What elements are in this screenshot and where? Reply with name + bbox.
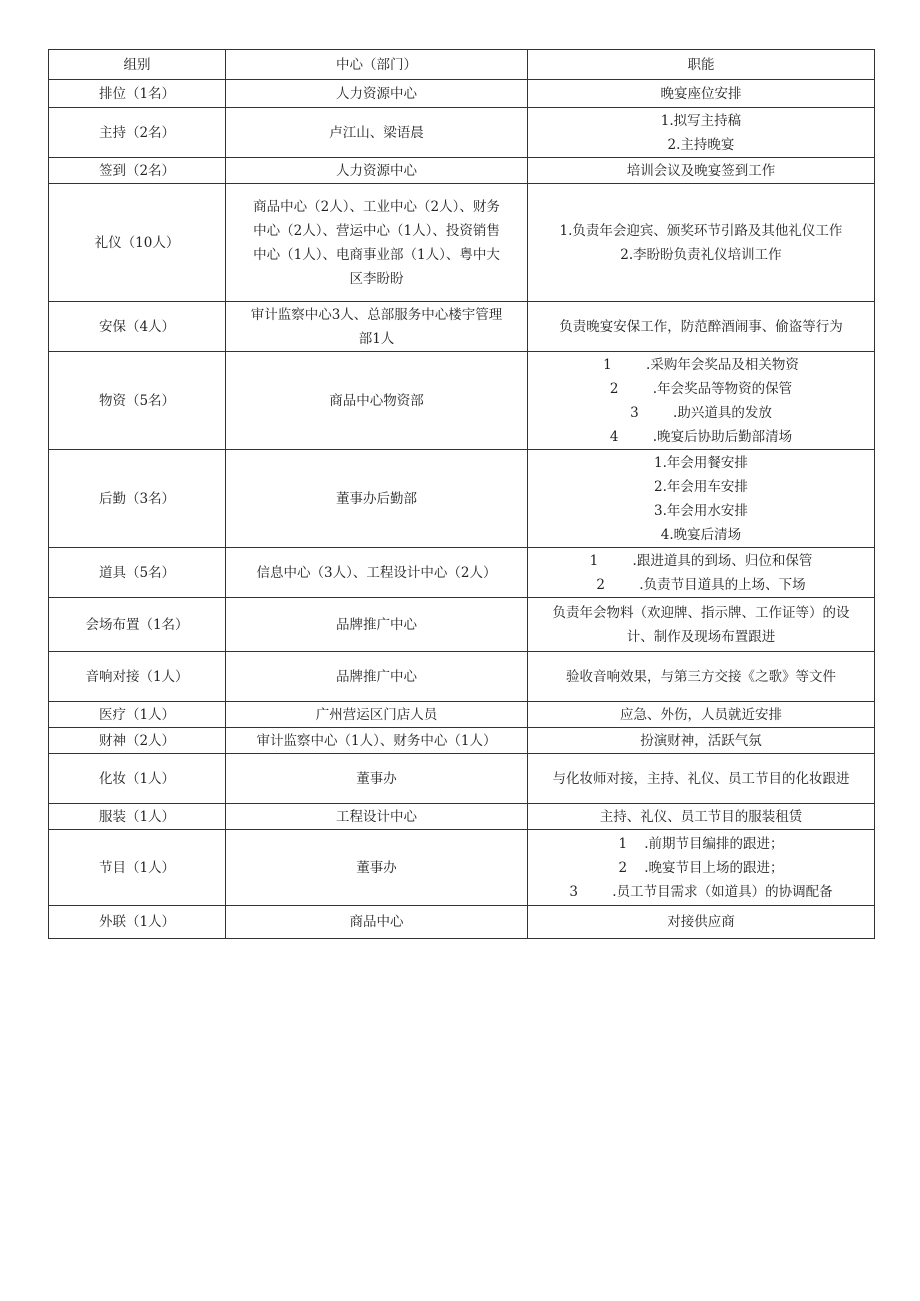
duties-cell bbox=[528, 450, 875, 548]
duty-line: 2.年会用车安排 bbox=[654, 478, 748, 495]
duties-cell bbox=[528, 702, 875, 728]
center-line: 审计监察中心3人、总部服务中心楼宇管理 bbox=[250, 306, 503, 323]
duty-line: 培训会议及晚宴签到工作 bbox=[626, 162, 776, 179]
center-cell bbox=[226, 598, 528, 652]
center-cell bbox=[226, 702, 528, 728]
duty-line: 2 .年会奖品等物资的保管 bbox=[609, 380, 793, 397]
table-row bbox=[49, 352, 875, 450]
center-line: 董事办 bbox=[356, 770, 397, 787]
center-line: 董事办后勤部 bbox=[336, 490, 417, 507]
center-line: 商品中心物资部 bbox=[329, 392, 424, 409]
center-cell bbox=[226, 728, 528, 754]
table-row bbox=[49, 906, 875, 939]
duties-cell bbox=[528, 184, 875, 302]
table-row bbox=[49, 184, 875, 302]
table-row bbox=[49, 80, 875, 108]
header-group: 组别 bbox=[49, 50, 226, 80]
center-line: 广州营运区门店人员 bbox=[315, 706, 438, 723]
table-row bbox=[49, 108, 875, 158]
group-cell: 主持（2名） bbox=[49, 108, 226, 158]
table-row bbox=[49, 302, 875, 352]
duty-line: 1.年会用餐安排 bbox=[654, 454, 748, 471]
duty-line: 1 .跟进道具的到场、归位和保管 bbox=[589, 552, 813, 569]
duty-line: 1.拟写主持稿 bbox=[660, 112, 742, 129]
group-cell: 道具（5名） bbox=[49, 548, 226, 598]
center-line: 审计监察中心（1人）、财务中心（1人） bbox=[256, 732, 497, 749]
center-cell bbox=[226, 80, 528, 108]
header-center: 中心（部门） bbox=[226, 50, 528, 80]
duty-line: 3 .助兴道具的发放 bbox=[630, 404, 772, 421]
center-cell bbox=[226, 450, 528, 548]
center-cell bbox=[226, 184, 528, 302]
duty-line: 4.晚宴后清场 bbox=[660, 526, 742, 543]
duty-line: 2 .晚宴节目上场的跟进； bbox=[618, 859, 784, 876]
duties-cell bbox=[528, 80, 875, 108]
table-row bbox=[49, 804, 875, 830]
duty-line: 扮演财神，活跃气氛 bbox=[640, 732, 762, 749]
duty-line: 负责晚宴安保工作，防范醉酒闹事、偷盗等行为 bbox=[559, 318, 843, 335]
header-duties: 职能 bbox=[528, 50, 875, 80]
duties-cell bbox=[528, 652, 875, 702]
table-row bbox=[49, 702, 875, 728]
duty-line: 主持、礼仪、员工节目的服装租赁 bbox=[599, 808, 803, 825]
center-line: 工程设计中心 bbox=[336, 808, 417, 825]
center-cell bbox=[226, 830, 528, 906]
duties-cell bbox=[528, 302, 875, 352]
table-row bbox=[49, 598, 875, 652]
center-cell bbox=[226, 652, 528, 702]
group-cell: 医疗（1人） bbox=[49, 702, 226, 728]
duty-line: 应急、外伤，人员就近安排 bbox=[620, 706, 782, 723]
center-line: 董事办 bbox=[356, 859, 397, 876]
duty-line: 1 .采购年会奖品及相关物资 bbox=[603, 356, 799, 373]
table-row bbox=[49, 754, 875, 804]
group-cell: 服装（1人） bbox=[49, 804, 226, 830]
duty-line: 与化妆师对接，主持、礼仪、员工节目的化妆跟进 bbox=[552, 770, 850, 787]
duties-cell bbox=[528, 108, 875, 158]
table-row bbox=[49, 830, 875, 906]
center-cell bbox=[226, 754, 528, 804]
center-cell bbox=[226, 352, 528, 450]
duty-line: 2.李盼盼负责礼仪培训工作 bbox=[620, 246, 782, 263]
duty-line: 晚宴座位安排 bbox=[660, 85, 742, 102]
duties-cell bbox=[528, 598, 875, 652]
group-cell: 排位（1名） bbox=[49, 80, 226, 108]
center-line: 区李盼盼 bbox=[349, 270, 404, 287]
center-line: 中心（1人）、电商事业部（1人）、粤中大 bbox=[253, 246, 500, 263]
duties-cell bbox=[528, 830, 875, 906]
group-cell: 物资（5名） bbox=[49, 352, 226, 450]
center-line: 部1人 bbox=[358, 330, 395, 347]
center-cell bbox=[226, 158, 528, 184]
group-cell: 外联（1人） bbox=[49, 906, 226, 939]
group-cell: 会场布置（1名） bbox=[49, 598, 226, 652]
group-cell: 安保（4人） bbox=[49, 302, 226, 352]
org-table bbox=[48, 49, 875, 939]
table-row bbox=[49, 548, 875, 598]
center-line: 信息中心（3人）、工程设计中心（2人） bbox=[256, 564, 497, 581]
center-cell bbox=[226, 302, 528, 352]
duties-cell bbox=[528, 906, 875, 939]
duty-line: 4 .晚宴后协助后勤部清场 bbox=[609, 428, 793, 445]
duties-cell bbox=[528, 548, 875, 598]
table-row bbox=[49, 728, 875, 754]
duty-line: 对接供应商 bbox=[667, 914, 735, 930]
center-cell bbox=[226, 548, 528, 598]
duty-line: 负责年会物料（欢迎牌、指示牌、工作证等）的设 bbox=[552, 604, 850, 621]
duties-cell bbox=[528, 754, 875, 804]
duty-line: 1.负责年会迎宾、颁奖环节引路及其他礼仪工作 bbox=[559, 222, 843, 239]
table-row bbox=[49, 450, 875, 548]
header-row bbox=[49, 50, 875, 80]
group-cell: 财神（2人） bbox=[49, 728, 226, 754]
center-line: 卢江山、梁语晨 bbox=[329, 124, 424, 141]
center-line: 人力资源中心 bbox=[336, 162, 417, 179]
center-cell bbox=[226, 906, 528, 939]
center-cell bbox=[226, 108, 528, 158]
group-cell: 后勤（3名） bbox=[49, 450, 226, 548]
table-row bbox=[49, 158, 875, 184]
duty-line: 验收音响效果，与第三方交接《之歌》等文件 bbox=[566, 668, 836, 685]
group-cell: 礼仪（10人） bbox=[49, 184, 226, 302]
group-cell: 签到（2名） bbox=[49, 158, 226, 184]
center-line: 人力资源中心 bbox=[336, 85, 417, 102]
duty-line: 1 .前期节目编排的跟进； bbox=[618, 835, 784, 852]
duty-line: 2.主持晚宴 bbox=[667, 136, 735, 153]
group-cell: 音响对接（1人） bbox=[49, 652, 226, 702]
duties-cell bbox=[528, 158, 875, 184]
center-line: 品牌推广中心 bbox=[336, 668, 417, 685]
table-row bbox=[49, 652, 875, 702]
duty-line: 3 .员工节目需求（如道具）的协调配备 bbox=[569, 883, 833, 900]
duties-cell bbox=[528, 352, 875, 450]
duties-cell bbox=[528, 728, 875, 754]
center-line: 中心（2人）、营运中心（1人）、投资销售 bbox=[253, 222, 500, 239]
group-cell: 节目（1人） bbox=[49, 830, 226, 906]
group-cell: 化妆（1人） bbox=[49, 754, 226, 804]
duty-line: 3.年会用水安排 bbox=[654, 502, 748, 519]
duty-line: 2 .负责节目道具的上场、下场 bbox=[596, 576, 806, 593]
center-line: 商品中心 bbox=[349, 914, 404, 930]
duty-line: 计、制作及现场布置跟进 bbox=[626, 628, 776, 645]
center-line: 品牌推广中心 bbox=[336, 616, 417, 633]
center-line: 商品中心（2人）、工业中心（2人）、财务 bbox=[253, 198, 500, 215]
duties-cell bbox=[528, 804, 875, 830]
center-cell bbox=[226, 804, 528, 830]
